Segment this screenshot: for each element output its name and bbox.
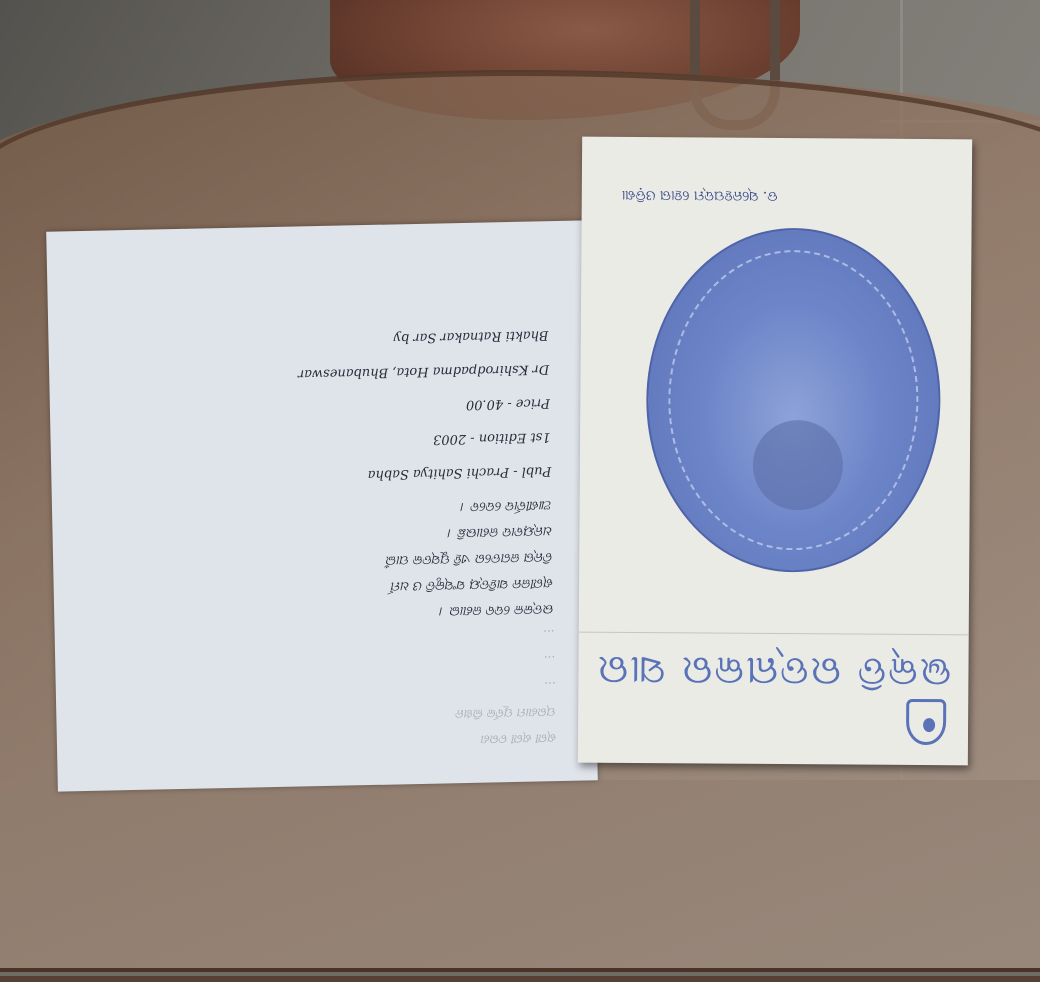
letter-line: ଧନ୍ୟବାଦ ଜଣାଉଛି । bbox=[448, 523, 553, 541]
book-title: ଭକ୍ତି ରତ୍ନାକର ସାର bbox=[595, 646, 952, 696]
letter-publisher: Publ - Prachi Sahitya Sabha bbox=[367, 463, 552, 483]
letter-price: Price - 40.00 bbox=[465, 395, 551, 412]
letter-content bbox=[46, 220, 598, 791]
letter-faint-line: ଶ୍ରୀ ଶ୍ରୀ ଚରଣ bbox=[481, 731, 558, 747]
publisher-logo-icon bbox=[906, 699, 946, 745]
book-cover bbox=[578, 137, 972, 766]
cover-illustration bbox=[645, 227, 941, 573]
letter-faint-line: ... bbox=[543, 653, 556, 668]
letter-author: Dr Kshirodpadma Hota, Bhubaneswar bbox=[297, 361, 550, 382]
letter-faint-line: ... bbox=[544, 679, 556, 694]
letter-faint-line: ... bbox=[543, 627, 555, 642]
letter-line: ଚିନ୍ତା ଜଗତରେ ଏହି ପୁସ୍ତକ ପାଇଁ bbox=[386, 549, 554, 568]
book-author: ଡ. ସ୍ନେହପଦ୍ମ ହୋତା ଓଡ଼ିଶା bbox=[621, 186, 778, 205]
letter-faint-line: ପ୍ରଣାମ ପୂର୍ବକ ଲିଖନ bbox=[456, 705, 557, 722]
handwritten-letter bbox=[46, 220, 598, 791]
letter-line: ଶ୍ରୀଜନ ସାହିତ୍ୟ ସଂସ୍କୃତି ଓ ଧର୍ମ bbox=[391, 575, 554, 594]
cover-divider bbox=[579, 632, 969, 636]
illustration-figure bbox=[753, 420, 844, 511]
letter-line: ଆଶୀର୍ବାଦ ଦେବେ । bbox=[461, 497, 553, 515]
letter-line: ଉତ୍କଳ ଦେବ ଜଣାଇ । bbox=[439, 601, 555, 619]
book-cover-content bbox=[578, 137, 972, 766]
letter-book-title: Bhakti Ratnakar Sar by bbox=[393, 327, 549, 346]
letter-edition: 1st Edition - 2003 bbox=[432, 429, 551, 447]
